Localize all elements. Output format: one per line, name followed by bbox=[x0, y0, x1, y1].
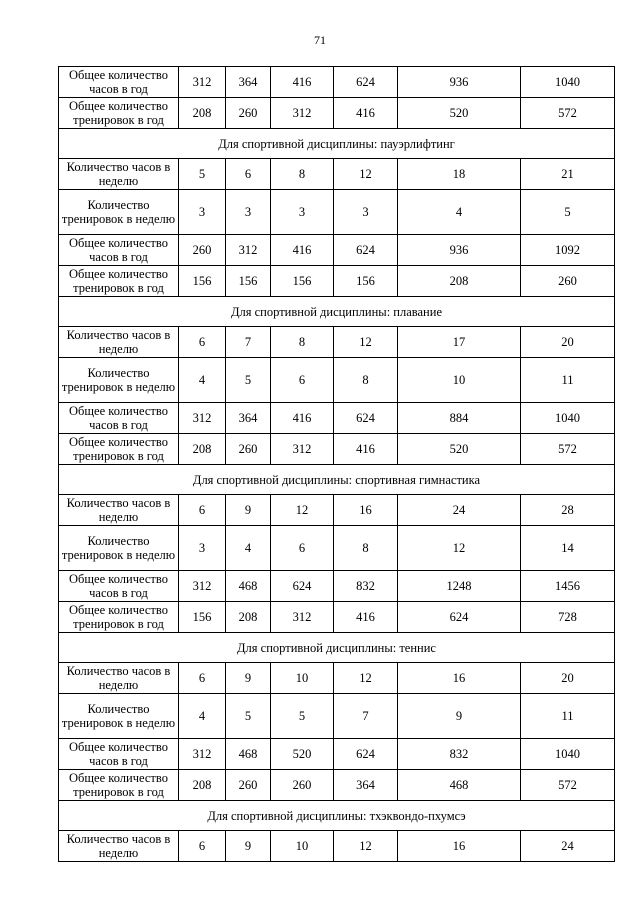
row-label: Общее количество тренировок в год bbox=[59, 266, 179, 297]
value-cell: 1040 bbox=[521, 67, 615, 98]
row-label: Количество тренировок в неделю bbox=[59, 190, 179, 235]
value-cell: 4 bbox=[179, 694, 226, 739]
value-cell: 312 bbox=[179, 739, 226, 770]
value-cell: 624 bbox=[271, 571, 334, 602]
row-label: Общее количество тренировок в год bbox=[59, 770, 179, 801]
value-cell: 28 bbox=[521, 495, 615, 526]
value-cell: 20 bbox=[521, 663, 615, 694]
value-cell: 12 bbox=[398, 526, 521, 571]
row-label: Общее количество часов в год bbox=[59, 739, 179, 770]
value-cell: 208 bbox=[398, 266, 521, 297]
value-cell: 4 bbox=[226, 526, 271, 571]
value-cell: 6 bbox=[271, 526, 334, 571]
value-cell: 8 bbox=[334, 526, 398, 571]
value-cell: 1040 bbox=[521, 403, 615, 434]
value-cell: 8 bbox=[271, 327, 334, 358]
section-title: Для спортивной дисциплины: плавание bbox=[59, 297, 615, 327]
value-cell: 468 bbox=[398, 770, 521, 801]
value-cell: 208 bbox=[179, 770, 226, 801]
value-cell: 5 bbox=[226, 694, 271, 739]
value-cell: 24 bbox=[521, 831, 615, 862]
value-cell: 1092 bbox=[521, 235, 615, 266]
value-cell: 312 bbox=[271, 434, 334, 465]
value-cell: 16 bbox=[398, 663, 521, 694]
value-cell: 7 bbox=[334, 694, 398, 739]
value-cell: 10 bbox=[398, 358, 521, 403]
value-cell: 312 bbox=[271, 98, 334, 129]
value-cell: 208 bbox=[179, 434, 226, 465]
table-row bbox=[59, 831, 615, 862]
value-cell: 6 bbox=[179, 495, 226, 526]
table-row bbox=[59, 67, 615, 98]
value-cell: 260 bbox=[521, 266, 615, 297]
value-cell: 12 bbox=[271, 495, 334, 526]
table-row bbox=[59, 190, 615, 235]
section-title: Для спортивной дисциплины: пауэрлифтинг bbox=[59, 129, 615, 159]
value-cell: 156 bbox=[179, 602, 226, 633]
section-title: Для спортивной дисциплины: спортивная гимнастика bbox=[59, 465, 615, 495]
value-cell: 312 bbox=[179, 571, 226, 602]
value-cell: 936 bbox=[398, 67, 521, 98]
value-cell: 936 bbox=[398, 235, 521, 266]
row-label: Количество часов в неделю bbox=[59, 831, 179, 862]
value-cell: 14 bbox=[521, 526, 615, 571]
value-cell: 10 bbox=[271, 663, 334, 694]
row-label: Общее количество часов в год bbox=[59, 235, 179, 266]
row-label: Количество тренировок в неделю bbox=[59, 358, 179, 403]
section-row bbox=[59, 633, 615, 663]
value-cell: 4 bbox=[179, 358, 226, 403]
section-row bbox=[59, 129, 615, 159]
value-cell: 3 bbox=[271, 190, 334, 235]
table-row bbox=[59, 159, 615, 190]
value-cell: 9 bbox=[226, 663, 271, 694]
value-cell: 260 bbox=[271, 770, 334, 801]
value-cell: 416 bbox=[334, 98, 398, 129]
value-cell: 624 bbox=[334, 739, 398, 770]
table-row bbox=[59, 266, 615, 297]
value-cell: 520 bbox=[398, 434, 521, 465]
value-cell: 520 bbox=[271, 739, 334, 770]
value-cell: 9 bbox=[226, 495, 271, 526]
value-cell: 832 bbox=[334, 571, 398, 602]
value-cell: 156 bbox=[334, 266, 398, 297]
value-cell: 5 bbox=[226, 358, 271, 403]
row-label: Количество часов в неделю bbox=[59, 159, 179, 190]
value-cell: 260 bbox=[226, 98, 271, 129]
value-cell: 5 bbox=[179, 159, 226, 190]
value-cell: 364 bbox=[226, 403, 271, 434]
value-cell: 6 bbox=[179, 831, 226, 862]
value-cell: 468 bbox=[226, 571, 271, 602]
value-cell: 16 bbox=[398, 831, 521, 862]
table-row bbox=[59, 739, 615, 770]
value-cell: 312 bbox=[179, 67, 226, 98]
value-cell: 260 bbox=[226, 770, 271, 801]
value-cell: 572 bbox=[521, 434, 615, 465]
value-cell: 156 bbox=[271, 266, 334, 297]
training-load-table bbox=[58, 66, 615, 862]
value-cell: 3 bbox=[179, 526, 226, 571]
value-cell: 260 bbox=[226, 434, 271, 465]
section-row bbox=[59, 465, 615, 495]
value-cell: 312 bbox=[179, 403, 226, 434]
value-cell: 416 bbox=[271, 403, 334, 434]
value-cell: 364 bbox=[226, 67, 271, 98]
value-cell: 9 bbox=[226, 831, 271, 862]
value-cell: 6 bbox=[179, 663, 226, 694]
value-cell: 156 bbox=[226, 266, 271, 297]
row-label: Общее количество тренировок в год bbox=[59, 98, 179, 129]
section-row bbox=[59, 297, 615, 327]
value-cell: 6 bbox=[226, 159, 271, 190]
row-label: Общее количество часов в год bbox=[59, 571, 179, 602]
value-cell: 364 bbox=[334, 770, 398, 801]
value-cell: 416 bbox=[334, 434, 398, 465]
value-cell: 12 bbox=[334, 327, 398, 358]
value-cell: 1040 bbox=[521, 739, 615, 770]
value-cell: 1456 bbox=[521, 571, 615, 602]
value-cell: 312 bbox=[226, 235, 271, 266]
value-cell: 468 bbox=[226, 739, 271, 770]
value-cell: 8 bbox=[271, 159, 334, 190]
page-number: 71 bbox=[314, 33, 326, 47]
value-cell: 624 bbox=[334, 67, 398, 98]
value-cell: 20 bbox=[521, 327, 615, 358]
table-row bbox=[59, 526, 615, 571]
value-cell: 312 bbox=[271, 602, 334, 633]
value-cell: 11 bbox=[521, 694, 615, 739]
value-cell: 3 bbox=[179, 190, 226, 235]
table-row bbox=[59, 358, 615, 403]
value-cell: 3 bbox=[334, 190, 398, 235]
table-row bbox=[59, 327, 615, 358]
row-label: Количество часов в неделю bbox=[59, 327, 179, 358]
value-cell: 18 bbox=[398, 159, 521, 190]
value-cell: 208 bbox=[226, 602, 271, 633]
value-cell: 9 bbox=[398, 694, 521, 739]
row-label: Общее количество часов в год bbox=[59, 403, 179, 434]
value-cell: 10 bbox=[271, 831, 334, 862]
table-row bbox=[59, 770, 615, 801]
value-cell: 572 bbox=[521, 98, 615, 129]
section-title: Для спортивной дисциплины: теннис bbox=[59, 633, 615, 663]
value-cell: 832 bbox=[398, 739, 521, 770]
row-label: Количество тренировок в неделю bbox=[59, 694, 179, 739]
section-title: Для спортивной дисциплины: тхэквондо-пхумсэ bbox=[59, 801, 615, 831]
row-label: Общее количество часов в год bbox=[59, 67, 179, 98]
value-cell: 624 bbox=[334, 235, 398, 266]
row-label: Количество тренировок в неделю bbox=[59, 526, 179, 571]
value-cell: 416 bbox=[271, 235, 334, 266]
row-label: Количество часов в неделю bbox=[59, 495, 179, 526]
row-label: Общее количество тренировок в год bbox=[59, 602, 179, 633]
value-cell: 884 bbox=[398, 403, 521, 434]
table-row bbox=[59, 434, 615, 465]
value-cell: 3 bbox=[226, 190, 271, 235]
value-cell: 416 bbox=[334, 602, 398, 633]
value-cell: 624 bbox=[398, 602, 521, 633]
value-cell: 208 bbox=[179, 98, 226, 129]
value-cell: 156 bbox=[179, 266, 226, 297]
table-row bbox=[59, 571, 615, 602]
row-label: Количество часов в неделю bbox=[59, 663, 179, 694]
value-cell: 4 bbox=[398, 190, 521, 235]
value-cell: 1248 bbox=[398, 571, 521, 602]
value-cell: 12 bbox=[334, 159, 398, 190]
value-cell: 17 bbox=[398, 327, 521, 358]
table-row bbox=[59, 495, 615, 526]
row-label: Общее количество тренировок в год bbox=[59, 434, 179, 465]
table-row bbox=[59, 663, 615, 694]
table-row bbox=[59, 235, 615, 266]
value-cell: 572 bbox=[521, 770, 615, 801]
value-cell: 11 bbox=[521, 358, 615, 403]
value-cell: 728 bbox=[521, 602, 615, 633]
value-cell: 16 bbox=[334, 495, 398, 526]
table-row bbox=[59, 403, 615, 434]
value-cell: 416 bbox=[271, 67, 334, 98]
value-cell: 21 bbox=[521, 159, 615, 190]
value-cell: 6 bbox=[179, 327, 226, 358]
value-cell: 24 bbox=[398, 495, 521, 526]
table-row bbox=[59, 694, 615, 739]
value-cell: 520 bbox=[398, 98, 521, 129]
value-cell: 624 bbox=[334, 403, 398, 434]
value-cell: 260 bbox=[179, 235, 226, 266]
value-cell: 6 bbox=[271, 358, 334, 403]
value-cell: 7 bbox=[226, 327, 271, 358]
section-row bbox=[59, 801, 615, 831]
table-row bbox=[59, 98, 615, 129]
value-cell: 8 bbox=[334, 358, 398, 403]
value-cell: 5 bbox=[271, 694, 334, 739]
value-cell: 12 bbox=[334, 663, 398, 694]
table-row bbox=[59, 602, 615, 633]
value-cell: 12 bbox=[334, 831, 398, 862]
value-cell: 5 bbox=[521, 190, 615, 235]
